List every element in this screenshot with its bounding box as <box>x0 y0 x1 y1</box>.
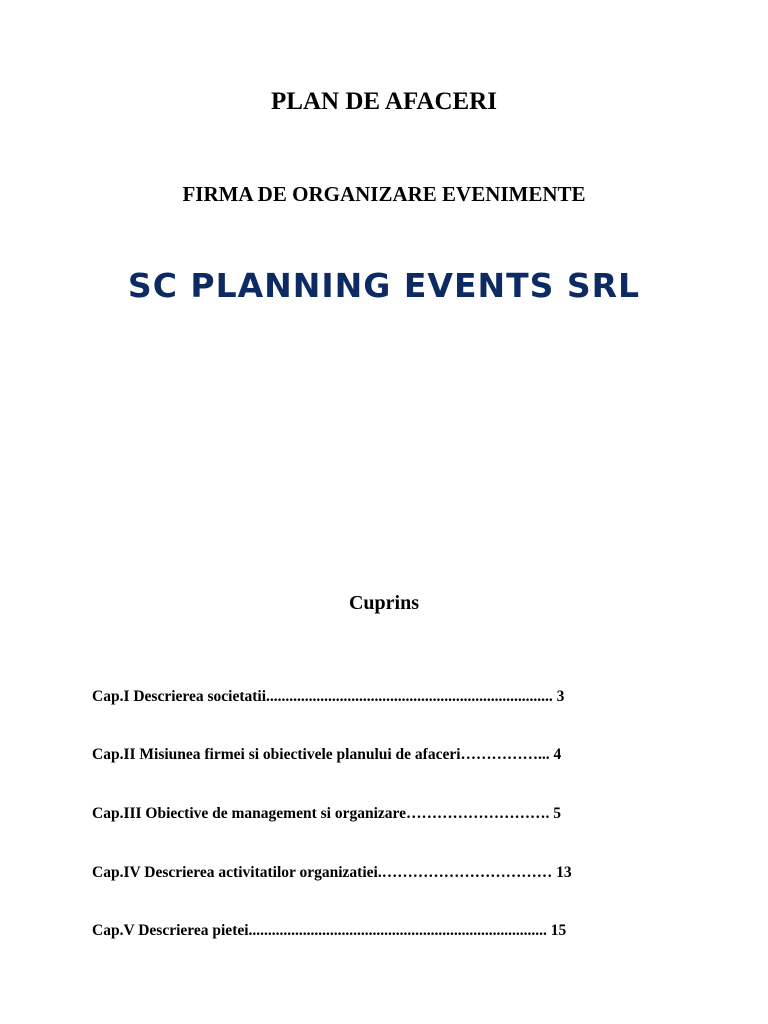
document-subtitle: FIRMA DE ORGANIZARE EVENIMENTE <box>182 182 586 206</box>
toc-entry-chapter-3: Cap.III Obiective de management si organizare………………………. 5 <box>92 805 561 822</box>
toc-heading: Cuprins <box>348 592 420 614</box>
toc-entry-chapter-1: Cap.I Descrierea societatii.......................................................................... 3 <box>92 688 565 705</box>
toc-entry-chapter-5: Cap.V Descrierea pietei............................................................................. 15 <box>92 922 567 939</box>
document-title: PLAN DE AFACERI <box>271 88 497 115</box>
toc-entry-chapter-4: Cap.IV Descrierea activitatilor organizatiei.…………………………… 13 <box>92 864 572 881</box>
toc-entry-chapter-2: Cap.II Misiunea firmei si obiectivele planului de afaceri……………... 4 <box>92 746 562 763</box>
company-name: SC PLANNING EVENTS SRL <box>127 266 641 305</box>
